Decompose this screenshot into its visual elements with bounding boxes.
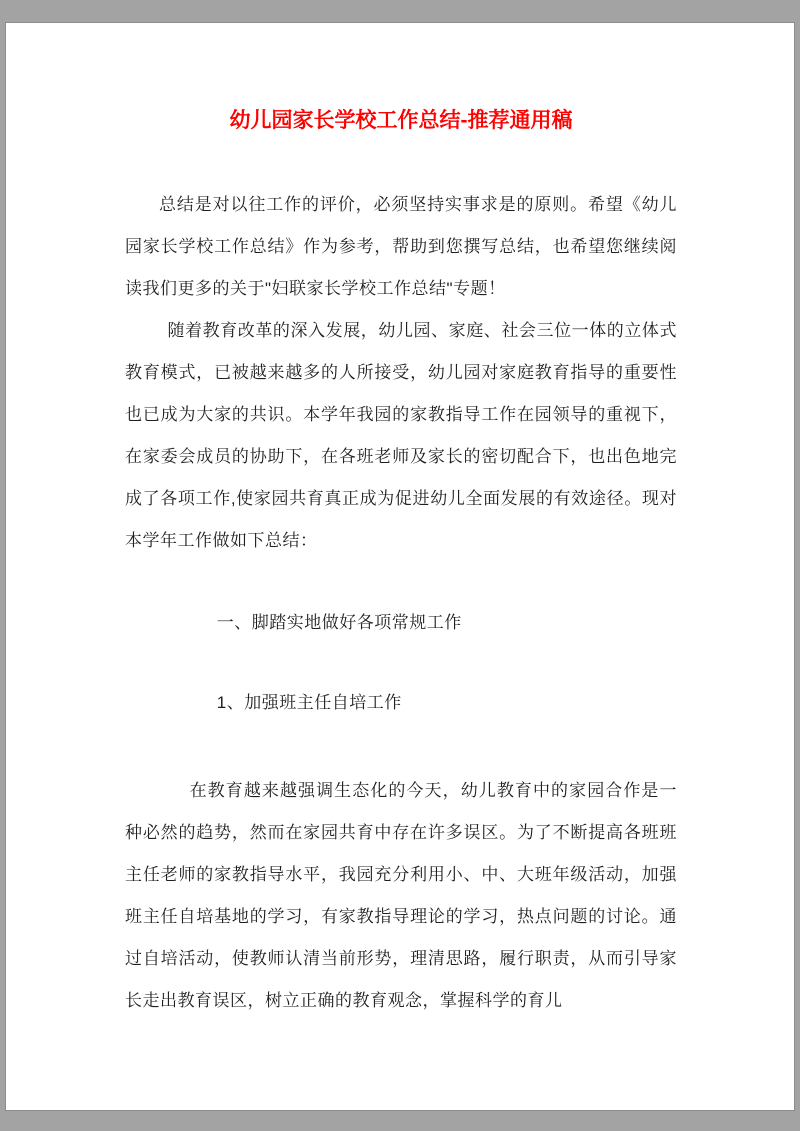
document-title: 幼儿园家长学校工作总结-推荐通用稿 bbox=[229, 109, 573, 132]
section-heading-1: 一、脚踏实地做好各项常规工作 bbox=[216, 613, 462, 632]
body-paragraph-2: 在教育越来越强调生态化的今天，幼儿教育中的家园合作是一种必然的趋势，然而在家园共育中存在许多误区。为了不断提高各班班主任老师的家教指导水平，我园充分利用小、中、大班年级活动，加强班主任自培基地的学习，有家教指导理论的学习，热点问题的讨论。通过自培活动，使教师认清当前形势，理清思路，履行职责，从而引导家长走出教育误区，树立正确的教育观念，掌握科学的育儿 bbox=[125, 781, 677, 1010]
body-paragraph-1: 随着教育改革的深入发展，幼儿园、家庭、社会三位一体的立体式教育模式，已被越来越多的人所接受，幼儿园对家庭教育指导的重要性也已成为大家的共识。本学年我园的家教指导工作在园领导的重视下，在家委会成员的协助下，在各班老师及家长的密切配合下，也出色地完成了各项工作,使家园共育真正成为促进幼儿全面发展的有效途径。现对本学年工作做如下总结： bbox=[125, 321, 677, 550]
intro-paragraph: 总结是对以往工作的评价，必须坚持实事求是的原则。希望《幼儿园家长学校工作总结》作为参考，帮助到您撰写总结，也希望您继续阅读我们更多的关于"妇联家长学校工作总结"专题！ bbox=[125, 195, 677, 298]
sub-heading-1: 1、加强班主任自培工作 bbox=[216, 693, 402, 712]
document-page bbox=[5, 22, 795, 1111]
